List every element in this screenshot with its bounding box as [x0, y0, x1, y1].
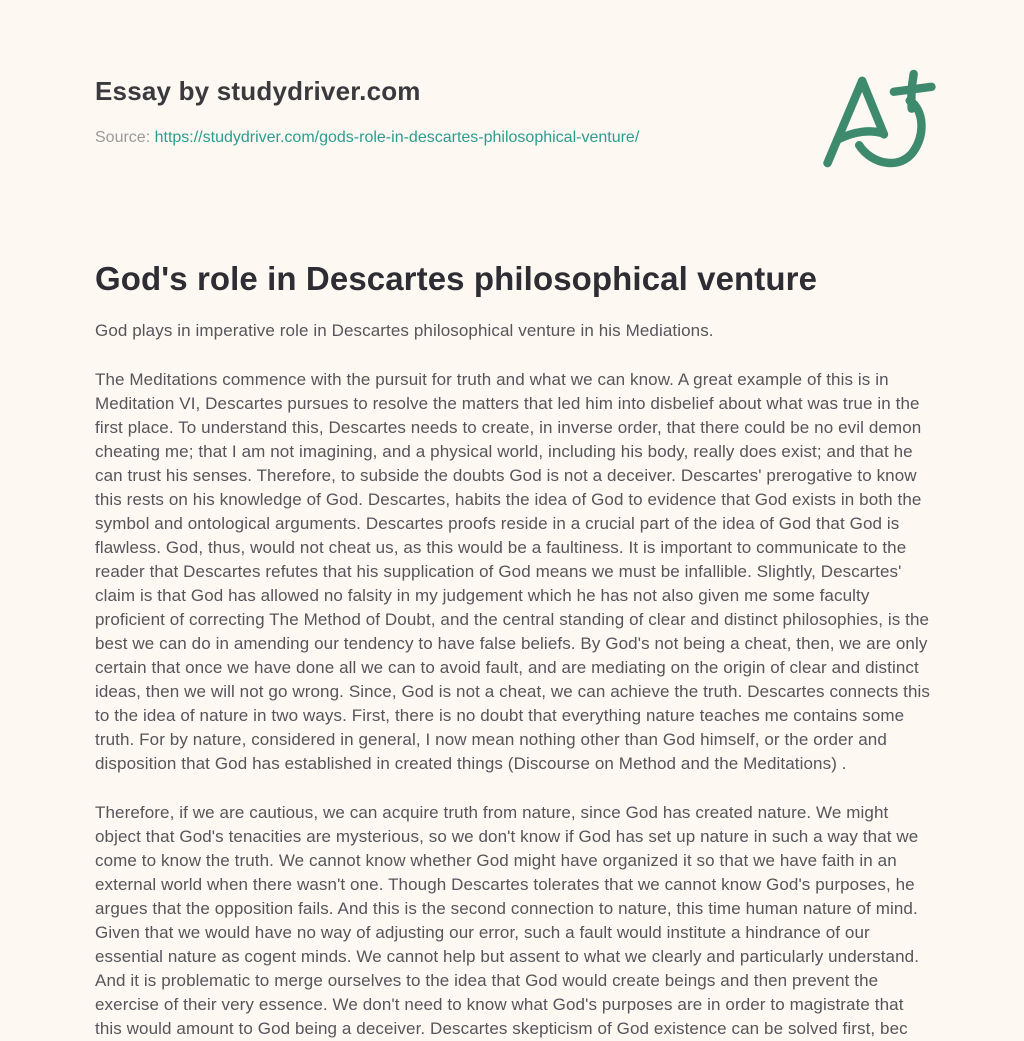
source-line — [95, 129, 930, 147]
a-plus-logo-icon — [814, 66, 944, 170]
essay-paragraph-lead: God plays in imperative role in Descartes philosophical venture in his Mediations. — [95, 321, 714, 340]
essay-paragraph: The Meditations commence with the pursuit for truth and what we can know. A great example of this is in Meditation VI, Descartes pursues to resolve the matters that led him into disbelief about what was true in the first place. To understand this, Descartes needs to create, in inverse order, that there could be no evil demon cheating me; that I am not imagining, and a physical world, including his body, really does exist; and that he can trust his senses. Therefore, to subside the doubts God is not a deceiver. Descartes' prerogative to know this rests on his knowledge of God. Descartes, habits the idea of God to evidence that God exists in both the symbol and ontological arguments. Descartes proofs reside in a crucial part of the idea of God that God is flawless. God, thus, would not cheat us, as this would be a faultiness. It is important to communicate to the reader that Descartes refutes that his supplication of God means we must be infallible. Slightly, Descartes' claim is that God has allowed no falsity in my judgement which he has not also given me some faculty proficient of correcting The Method of Doubt, and the central standing of clear and distinct philosophies, is the best we can do in amending our tendency to have false beliefs. By God's not being a cheat, then, we are only certain that once we have done all we can to avoid fault, and are mediating on the origin of clear and distinct ideas, then we will not go wrong. Since, God is not a cheat, we can achieve the truth. Descartes connects this to the idea of nature in two ways. First, there is no doubt that everything nature teaches me contains some truth. For by nature, considered in general, I now mean nothing other than God himself, or the order and disposition that God has established in created things (Discourse on Method and the Meditations) . — [95, 370, 931, 773]
source-link[interactable]: https://studydriver.com/gods-role-in-descartes-philosophical-venture/ — [154, 129, 640, 146]
essay-byline: Essay by studydriver.com — [95, 76, 421, 106]
essay-paragraph: Therefore, if we are cautious, we can acquire truth from nature, since God has created nature. We might object that God's tenacities are mysterious, so we don't know if God has set up nature in such a way that we come to know the truth. We cannot know whether God might have organized it so that we have faith in an external world when there wasn't one. Though Descartes tolerates that we cannot know God's purposes, he argues that the opposition fails. And this is the second connection to nature, this time human nature of mind. Given that we would have no way of adjusting our error, such a fault would institute a hindrance of our essential nature as cogent minds. We cannot help but assent to what we clearly and particularly understand. And it is problematic to merge ourselves to the idea that God would create beings and then prevent the exercise of their very essence. We don't need to know what God's purposes are in order to magistrate that this would amount to God being a deceiver. Descartes skepticism of God existence can be solved first, bec — [95, 803, 920, 1038]
article-title: God's role in Descartes philosophical venture — [95, 260, 818, 297]
source-label: Source: — [95, 129, 151, 146]
essay-body — [95, 319, 930, 1041]
